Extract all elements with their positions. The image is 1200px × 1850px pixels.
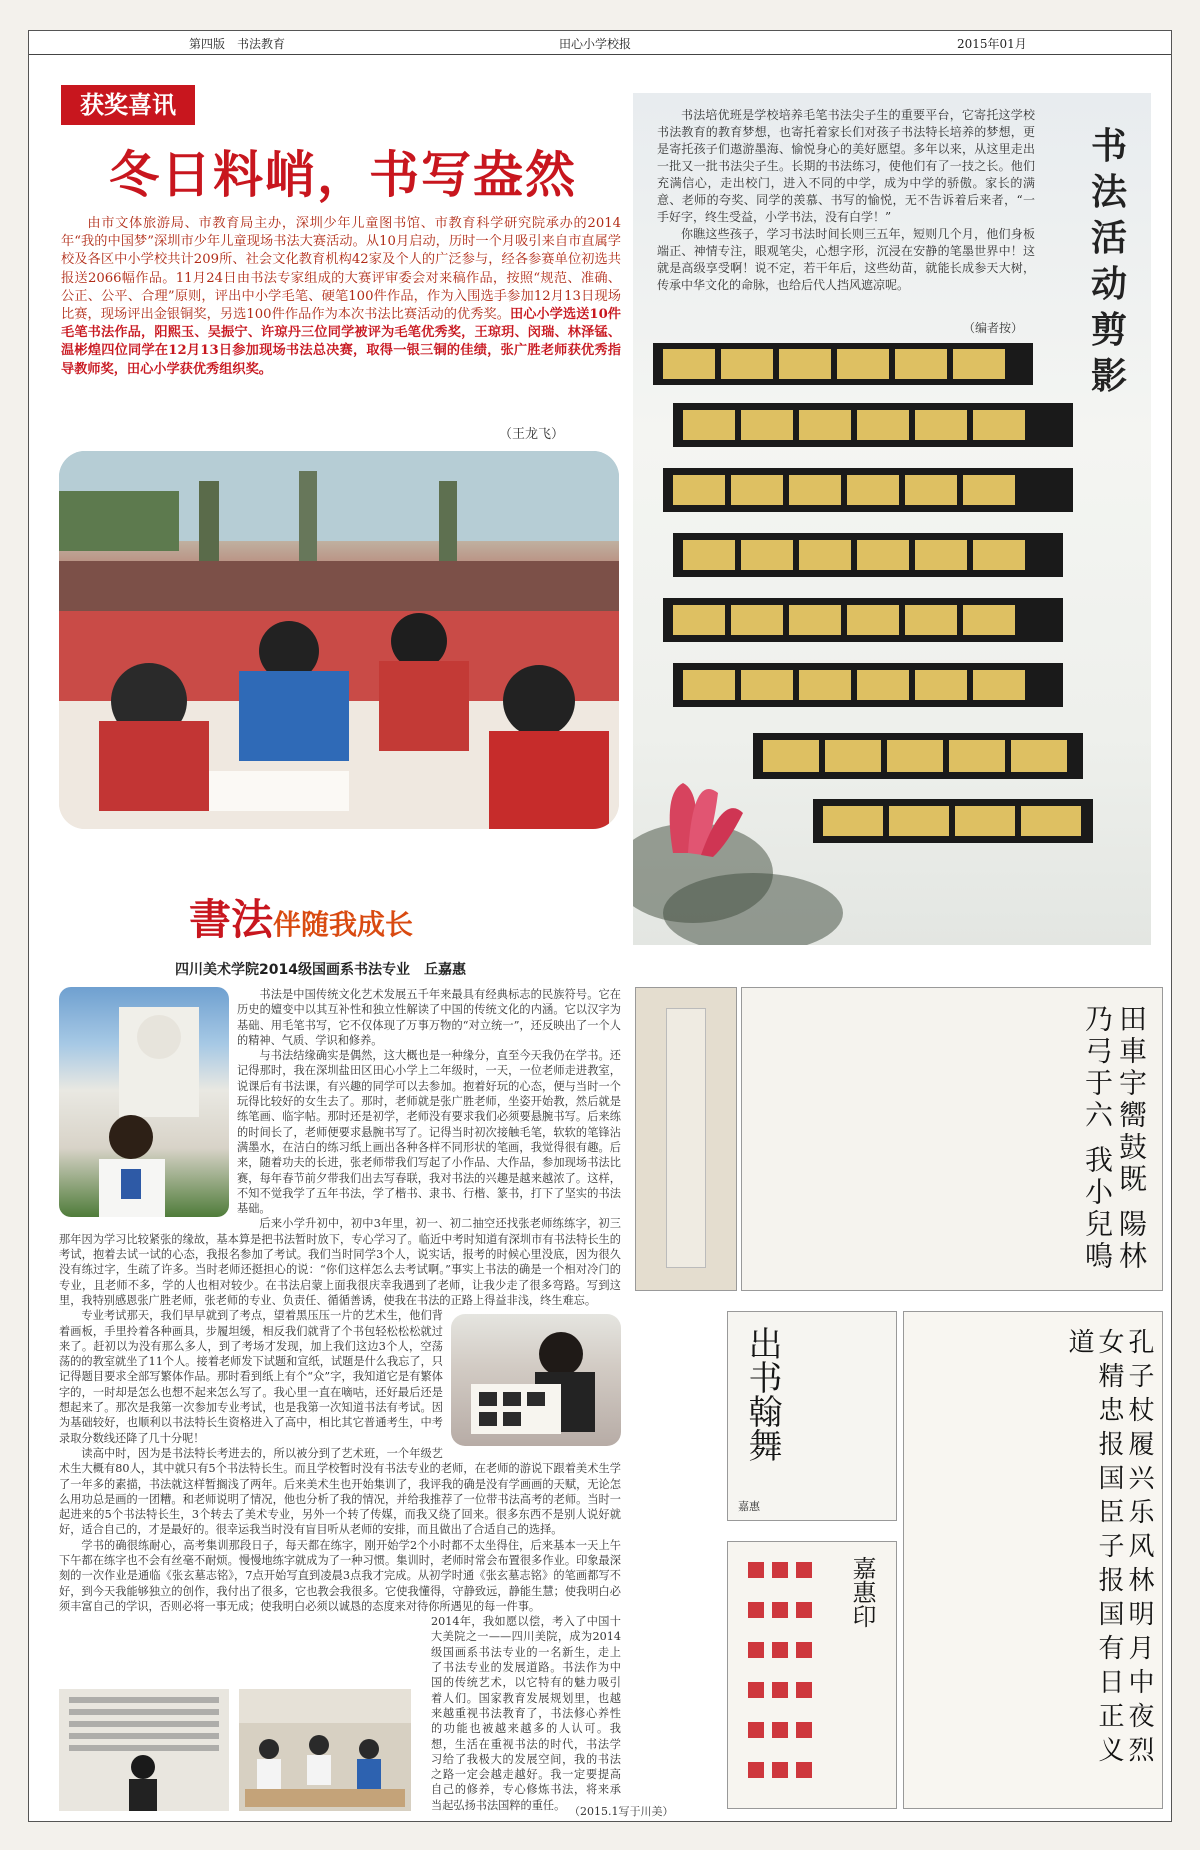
essay-p4: 专业考试那天，我们早早就到了考点，望着黑压压一片的艺术生，他们背着画板，手里拎着各种画具，步履坦缓，相反我们就背了个书包轻松松松就过来了。赶初以为没有那么多人，到了考场才发现，加上我们这边3个人，空荡荡的的教室就坐了11个人。接着老师发下试题和宣纸，试题是什么我忘了，只记得题目要求全部写繁体作品。那时看到纸上有个“众”字，我知道它是有繁体字的，一时却是怎么也想不起来怎么写了。我心里一直在嘀咕，还好最后还是想起来了。那次是我第一次参加专业考试，也是我第一次知道书法有考试。因为基础较好，也顺利以书法特长生资格进入了高中，相比其它普通考生，中考录取分数线还降了几十分呢！ — [59, 1309, 443, 1445]
stamp-text: 嘉惠印 — [848, 1556, 876, 1628]
activity-panel — [633, 93, 1151, 945]
author-portrait-art — [59, 987, 229, 1217]
seal-script-small — [727, 1311, 897, 1521]
activity-intro — [657, 107, 1035, 294]
clerical-text: 孔子杖履兴乐风林明月中夜烈女精忠报国臣子报国有日正义道 — [1064, 1328, 1154, 1770]
essay-date: （2015.1写于川美） — [569, 1805, 674, 1818]
paper-name: 田心小学校报 — [559, 37, 632, 51]
newspaper-page — [28, 30, 1172, 1822]
award-body-plain: 由市文体旅游局、市教育局主办，深圳少年儿童图书馆、市教育科学研究院承办的2014年“我的中国梦”深圳市少年儿童现场书法大赛活动。从10月启动，历时一个月吸引来自市直属学校及各区中小学校共计209所、社会文化教育机构42家及个人的广泛参与，经各参赛单位初选共报送2066幅作品。11月24日由书法专家组成的大赛评审委会对来稿作品，按照“规范、准确、公正、公平、合理”原则，评出中小学毛笔、硬笔100件作品，作为入围选手参加12月13日现场比赛，现场评出金银铜奖，另选100件作品作为本次书法比赛活动的优秀奖。 — [61, 216, 621, 323]
clerical-script-work — [903, 1311, 1163, 1809]
award-author: （王龙飞） — [499, 427, 565, 442]
seal-script-work — [741, 987, 1163, 1291]
practice-photo — [451, 1314, 621, 1446]
seal-art-2: 陽林乃弓于六 — [1081, 1004, 1148, 1273]
activity-title: 书法活动剪影 — [1091, 125, 1128, 397]
practice-photo-art — [451, 1314, 621, 1446]
bottom-photos — [59, 1689, 411, 1811]
editor-note: （编者按） — [963, 321, 1024, 335]
award-body-bold: 田心小学选送10件毛笔书法作品，阳熙玉、吴振宁、许琼丹三位同学被评为毛笔优秀奖，王琼玥、闵瑞、林泽锰、温彬煌四位同学在12月13日参加现场书法总决赛，取得一银三铜的佳绩，张广胜老师获优秀指导教师奖，田心小学获优秀组织奖。 — [61, 307, 621, 377]
seal-script-text — [756, 1004, 1148, 1276]
growth-title-main: 書法 — [189, 895, 274, 944]
seal-stamps-work — [727, 1541, 897, 1809]
award-tag: 获奖喜讯 — [61, 85, 195, 125]
bottom-photos-art — [59, 1689, 411, 1811]
seal-art-3: 我小兒鳴 — [1081, 1144, 1114, 1273]
seal-stamps-art — [728, 1542, 897, 1809]
page-header — [29, 31, 1171, 55]
award-body — [61, 215, 621, 379]
growth-title — [189, 887, 413, 947]
essay-p7: 2014年，我如愿以偿，考入了中国十大美院之一——四川美院，成为2014级国画系书法专业的一名新生，走上了书法专业的发展道路。书法作为中国的传统艺术，以它特有的魅力吸引着人们。国家教育发展规划里，也越来越重视书法教育了，书法修心养性的功能也被越来越多的人认可。我想，生活在重视书法的时代，书法学习给了我极大的发展空间，我的书法之路一定会越走越好。我一定要提高自己的修养，专心修炼书法，将来承当起弘扬书法国粹的重任。 — [431, 1615, 621, 1812]
essay-p1: 书法是中国传统文化艺术发展五千年来最具有经典标志的民族符号。它在历史的嬗变中以其互补性和独立性解读了中国的传统文化的内涵。它以汉字为基础、用毛笔书写，它不仅体现了万事万物的“对立统一”，还反映出了一个人的精神、气质、学识和修养。 — [237, 988, 621, 1047]
issue-date: 2015年01月 — [957, 37, 1027, 51]
growth-byline: 四川美术学院2014级国画系书法专业 丘嘉惠 — [175, 962, 466, 978]
award-headline: 冬日料峭，书写盎然 — [109, 145, 577, 204]
activity-intro-p2: 你瞧这些孩子，学习书法时间长则三五年，短则几个月，他们身板端正、神情专注，眼观笔尖，心想字形，沉浸在安静的笔墨世界中！这就是高级享受啊！说不定，若干年后，这些幼苗，就能长成参天大树，传承中华文化的命脉，也给后代人挡风遮凉呢。 — [657, 227, 1035, 292]
essay-p5: 读高中时，因为是书法特长考进去的，所以被分到了艺术班，一个年级艺术生大概有80人，其中就只有5个书法特长生。而且学校暂时没有书法专业的老师，在老师的游说下跟着美术生学了一年多的素描，书法就这样暂搁浅了两年。后来美术生也开始集训了，我评我的确是没有学画画的天赋，无论怎么用功总是画的一团糟。和老师说明了情况，他也分析了我的情况，并给我推荐了一位带书法高考的老师。当时一起进来的5个书法特长生，3个转去了美术专业，另外一个转了传媒，而我又绕了回来。很多东西不是别人说好就好，适合自己的，才是最好的。很幸运我当时没有盲目听从老师的安排，而且做出了合适自己的选择。 — [59, 1446, 621, 1537]
growth-title-sub: 伴随我成长 — [273, 908, 414, 941]
author-portrait — [59, 987, 229, 1217]
competition-photo — [59, 451, 619, 829]
seal-art-1: 田車宇嚮鼓既 — [1115, 1004, 1148, 1196]
competition-photo-art — [59, 451, 619, 829]
activity-intro-p1: 书法培优班是学校培养毛笔书法尖子生的重要平台，它寄托这学校书法教育的教育梦想，也寄托着家长们对孩子书法特长培养的梦想，更是寄托孩子们遨游墨海、愉悦身心的美好愿望。多年以来，从这里走出一批又一批书法尖子生。长期的书法练习，使他们有了一技之长。他们充满信心，走出校门，进入不同的中学，成为中学的骄傲。家长的满意、老师的夸奖、同学的羡慕、书写的愉悦，无不告诉着后来者，“一手好字，终生受益，小学书法，没有白学！” — [657, 108, 1035, 224]
calligraphy-scroll-small — [635, 987, 737, 1291]
essay-p6: 学书的确很练耐心，高考集训那段日子，每天都在练字，刚开始学2个小时都不太坐得住，后来基本一天上午下午都在练字也不会有丝毫不耐烦。慢慢地练字就成为了一种习惯。集训时，老师时常会布置很多作业。印象最深刻的一次作业是通临《张玄墓志铭》，7点开始写直到凌晨3点我才完成。从初学时通《张玄墓志铭》的笔画都写不好，到今天我能够独立的创作，我付出了很多，它也教会我很多。它使我懂得，守静致远，静能生慧；使我明白必须丰富自己的学识，否则必将一事无成；使我明白必须以诚恳的态度来对待你所遇见的每一件事。 — [59, 1538, 621, 1613]
essay-p2: 与书法结缘确实是偶然，这大概也是一种缘分，直至今天我仍在学书。还记得那时，我在深圳盐田区田心小学上二年级时，一天，一位老师走进教室，说课后有书法课，有兴趣的同学可以去参加。抱着好玩的心态，便与当时一个玩得比较好的女生去了。那时，老师就是张广胜老师，坐姿开始教，然后就是练笔画、临字帖。那时还是初学，老师没有要求我们必须要悬腕书写。后来练的时间长了，老师便要求悬腕书写了。记得当时初次接触毛笔，软软的笔锋沾满墨水，在洁白的练习纸上画出各种各样不同形状的笔画，我觉得很有趣。后来，随着功夫的长进，张老师带我们写起了小作品、大作品，参加现场书法比赛，每年春节前夕带我们出去写春联，我对书法的兴趣是越来越浓了。这样，不知不觉我学了五年书法，学了楷书、隶书、行楷、篆书，打下了坚实的书法基础。 — [237, 1049, 621, 1216]
section-label: 第四版 书法教育 — [189, 37, 286, 51]
seal-small-text: 出书翰舞 — [742, 1326, 782, 1462]
signature: 嘉惠 — [738, 1500, 760, 1513]
essay-p3: 后来小学升初中，初中3年里，初一、初二抽空还找张老师练练字，初三那年因为学习比较紧张的缘故，基本算是把书法暂时放下，专心学习了。临近中考时知道有深圳市有书法特长生的考试，抱着去试一试的心态，我报名参加了考试。我们当时同学3个人，说实话，报考的时候心里没底，因为很久没有练过字，生疏了许多。当时老师还挺担心的说：“你们这样怎么去考试啊。”事实上书法的确是一个相对冷门的专业，且老师不多，学的人也相对较少。在书法启蒙上面我很庆幸我遇到了老师，让我少走了很多弯路。写到这里，我特别感恩张广胜老师，张老师的专业、负责任、循循善诱，使我在书法的正路上得益非浅，终生难忘。 — [59, 1217, 621, 1307]
